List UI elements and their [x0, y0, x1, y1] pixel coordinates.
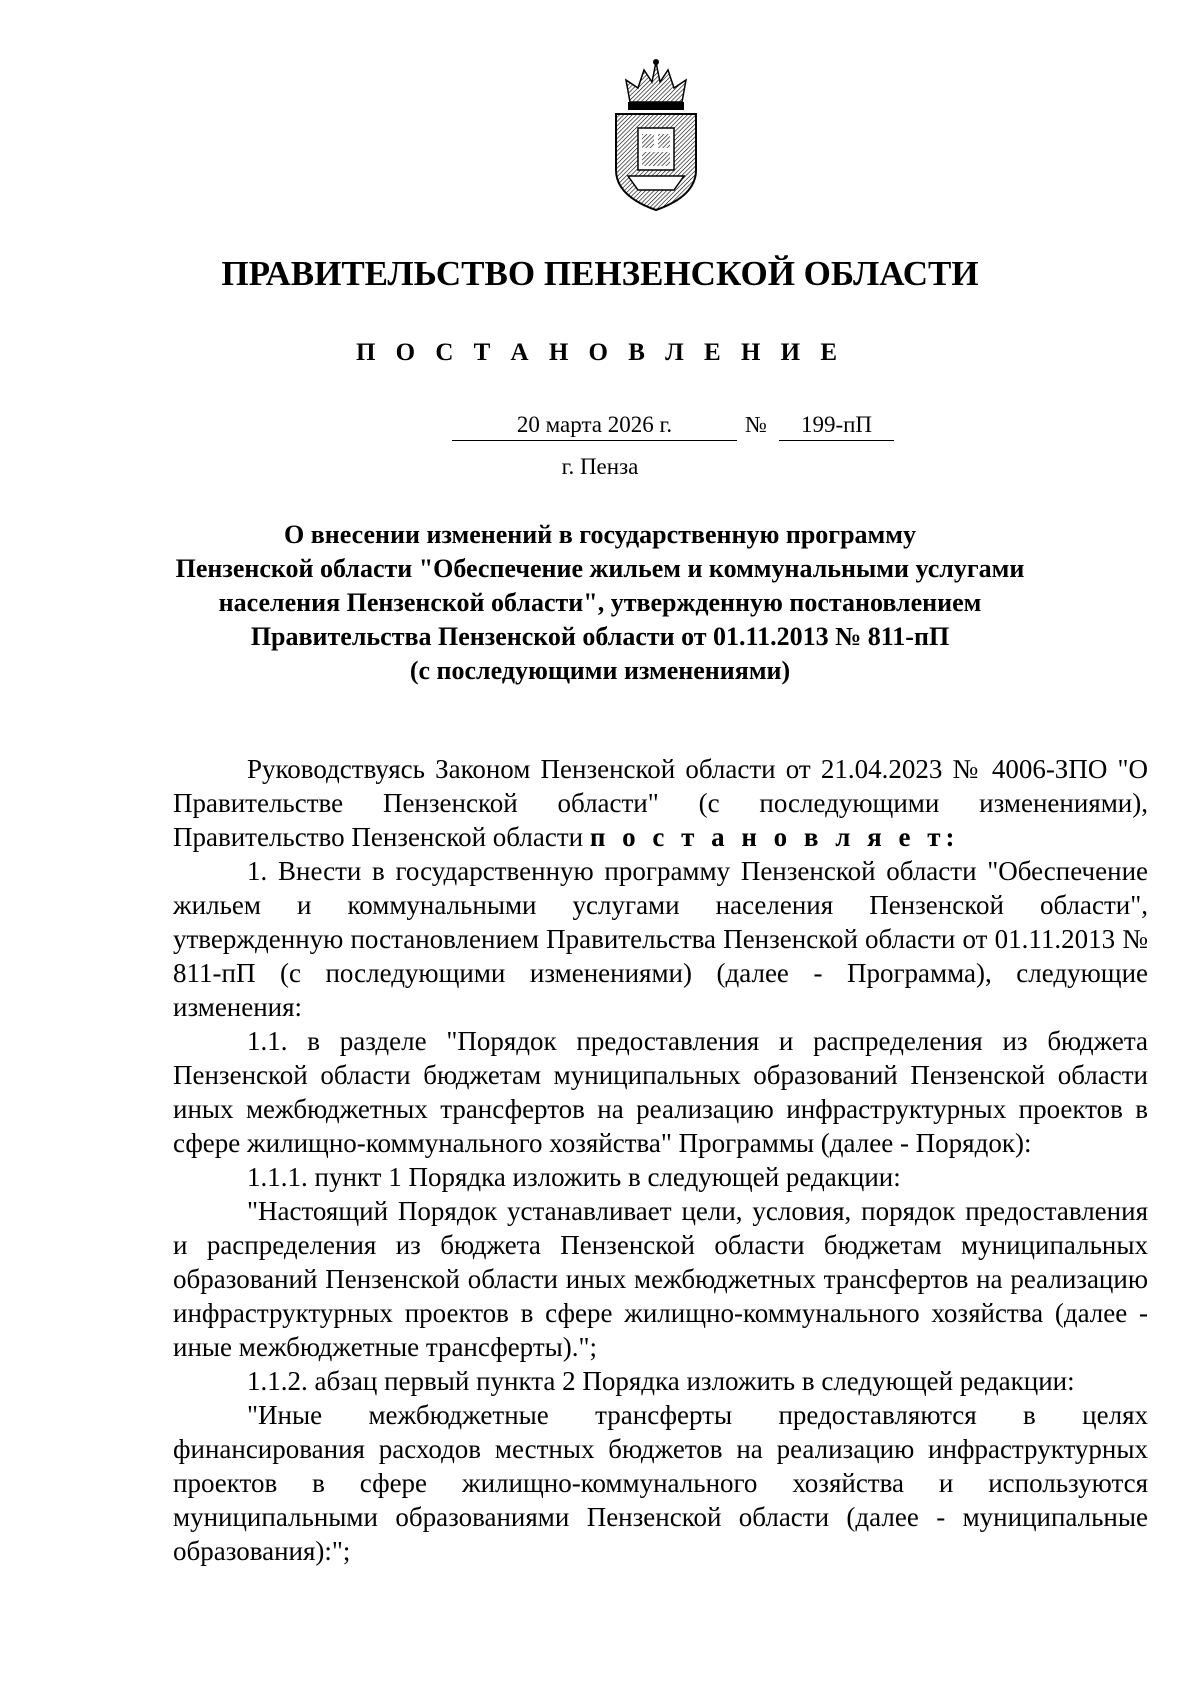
number-sign: № [745, 412, 767, 437]
subject-line: населения Пензенской области", утвержденную постановлением [218, 588, 982, 617]
document-type: П О С Т А Н О В Л Е Н И Е [355, 339, 845, 366]
document-date: 20 марта 2026 г. [452, 410, 737, 441]
intro-text: Руководствуясь Законом Пензенской области от 21.04.2023 № 4006-ЗПО "О Правительстве Пензенской области" (с последующими изменениями), Правительство Пензенской области [173, 754, 1148, 852]
subject-line: Правительства Пензенской области от 01.11.2013 № 811-пП [250, 622, 950, 651]
intro-paragraph [173, 752, 1148, 854]
subject-line: (с последующими изменениями) [409, 656, 791, 685]
paragraph-1-1: 1.1. в разделе "Порядок предоставления и распределения из бюджета Пензенской области бюджетам муниципальных образований Пензенской области иных межбюджетных трансфертов на реализацию инфраструктурных проектов в сфере жилищно-коммунального хозяйства" Программы (далее - Порядок): [173, 1026, 1148, 1158]
subject-line: О внесении изменений в государственную программу [284, 520, 916, 549]
document-city: г. Пенза [561, 454, 639, 479]
document-body [173, 752, 1148, 1568]
document-number: 199-пП [779, 410, 894, 441]
organization-title: ПРАВИТЕЛЬСТВО ПЕНЗЕНСКОЙ ОБЛАСТИ [221, 254, 979, 293]
paragraph-1: 1. Внести в государственную программу Пензенской области "Обеспечение жильем и коммунальными услугами населения Пензенской области", утвержденную постановлением Правительства Пензенской области от 01.11.2013 № 811-пП (с последующими изменениями) (далее - Программа), следующие изменения: [173, 856, 1148, 1022]
paragraph-1-1-1: 1.1.1. пункт 1 Порядка изложить в следующей редакции: [247, 1162, 901, 1192]
coat-of-arms-icon [608, 58, 704, 213]
resolves-word: п о с т а н о в л я е т: [589, 822, 960, 852]
subject-line: Пензенской области "Обеспечение жильем и коммунальными услугами [175, 554, 1025, 583]
quoted-paragraph: "Иные межбюджетные трансферты предоставляются в целях финансирования расходов местных бюджетов на реализацию инфраструктурных проектов в сфере жилищно-коммунального хозяйства и используются муниципальными образованиями Пензенской области (далее - муниципальные образования):"; [173, 1400, 1148, 1566]
quoted-paragraph: "Настоящий Порядок устанавливает цели, условия, порядок предоставления и распределения из бюджета Пензенской области бюджетам муниципальных образований Пензенской области иных межбюджетных трансфертов на реализацию инфраструктурных проектов в сфере жилищно-коммунального хозяйства (далее - иные межбюджетные трансферты)."; [173, 1196, 1148, 1362]
document-subject [150, 518, 1050, 688]
paragraph-1-1-2: 1.1.2. абзац первый пункта 2 Порядка изложить в следующей редакции: [247, 1366, 1075, 1396]
